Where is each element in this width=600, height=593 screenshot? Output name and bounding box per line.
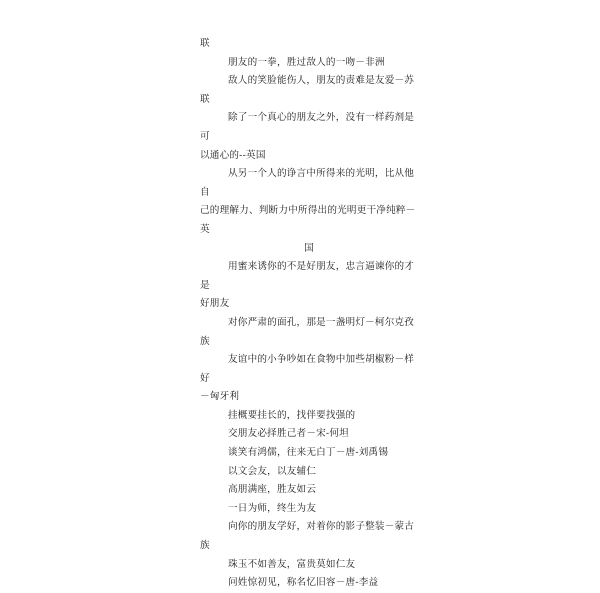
text-line: 己的理解力、判断力中所得出的光明更干净纯粹－英: [200, 205, 416, 235]
text-line: －匈牙利: [200, 391, 240, 403]
text-line: 高朋满座，胜友如云: [228, 484, 317, 496]
text-line: 国: [304, 242, 314, 254]
text-line: 从另一个人的诤言中所得来的光明，比从他自: [200, 168, 415, 198]
text-line: 好朋友: [200, 298, 230, 310]
document-body: [200, 35, 418, 593]
text-line: 对你严肃的面孔，那是一盏明灯－柯尔克孜族: [200, 316, 415, 347]
text-line: 敌人的笑脸能伤人，朋友的责难是友爱－苏联: [200, 75, 415, 105]
text-line: 以文会友，以友辅仁: [228, 465, 317, 477]
text-line: 一日为师，终生为友: [228, 502, 317, 514]
text-line: 向你的朋友学好，对着你的影子整装－蒙古族: [200, 521, 415, 552]
text-line: 谈笑有鸿儒，往来无白丁－唐-刘禹锡: [228, 447, 389, 459]
text-line: 问姓惊初见，称名忆旧容－唐-李益: [228, 577, 379, 589]
text-line: 联: [200, 38, 210, 49]
text-line: 珠玉不如善友，富贵莫如仁友: [228, 558, 356, 570]
text-line: 交朋友必择胜己者－宋-何坦: [228, 428, 349, 440]
text-line: 友谊中的小争吵如在食物中加些胡椒粉－样好: [200, 354, 415, 384]
text-line: 朋友的一拳，胜过敌人的一吻－非洲: [228, 56, 385, 68]
text-line: 挂概要挂长的，找伴要找强的: [228, 409, 356, 421]
text-line: 除了一个真心的朋友之外，没有一样药剂是可: [200, 112, 415, 142]
text-line: 用蜜来诱你的不是好朋友，忠言逼谏你的才是: [200, 261, 415, 291]
text-line: 以通心的--英国: [200, 149, 266, 161]
